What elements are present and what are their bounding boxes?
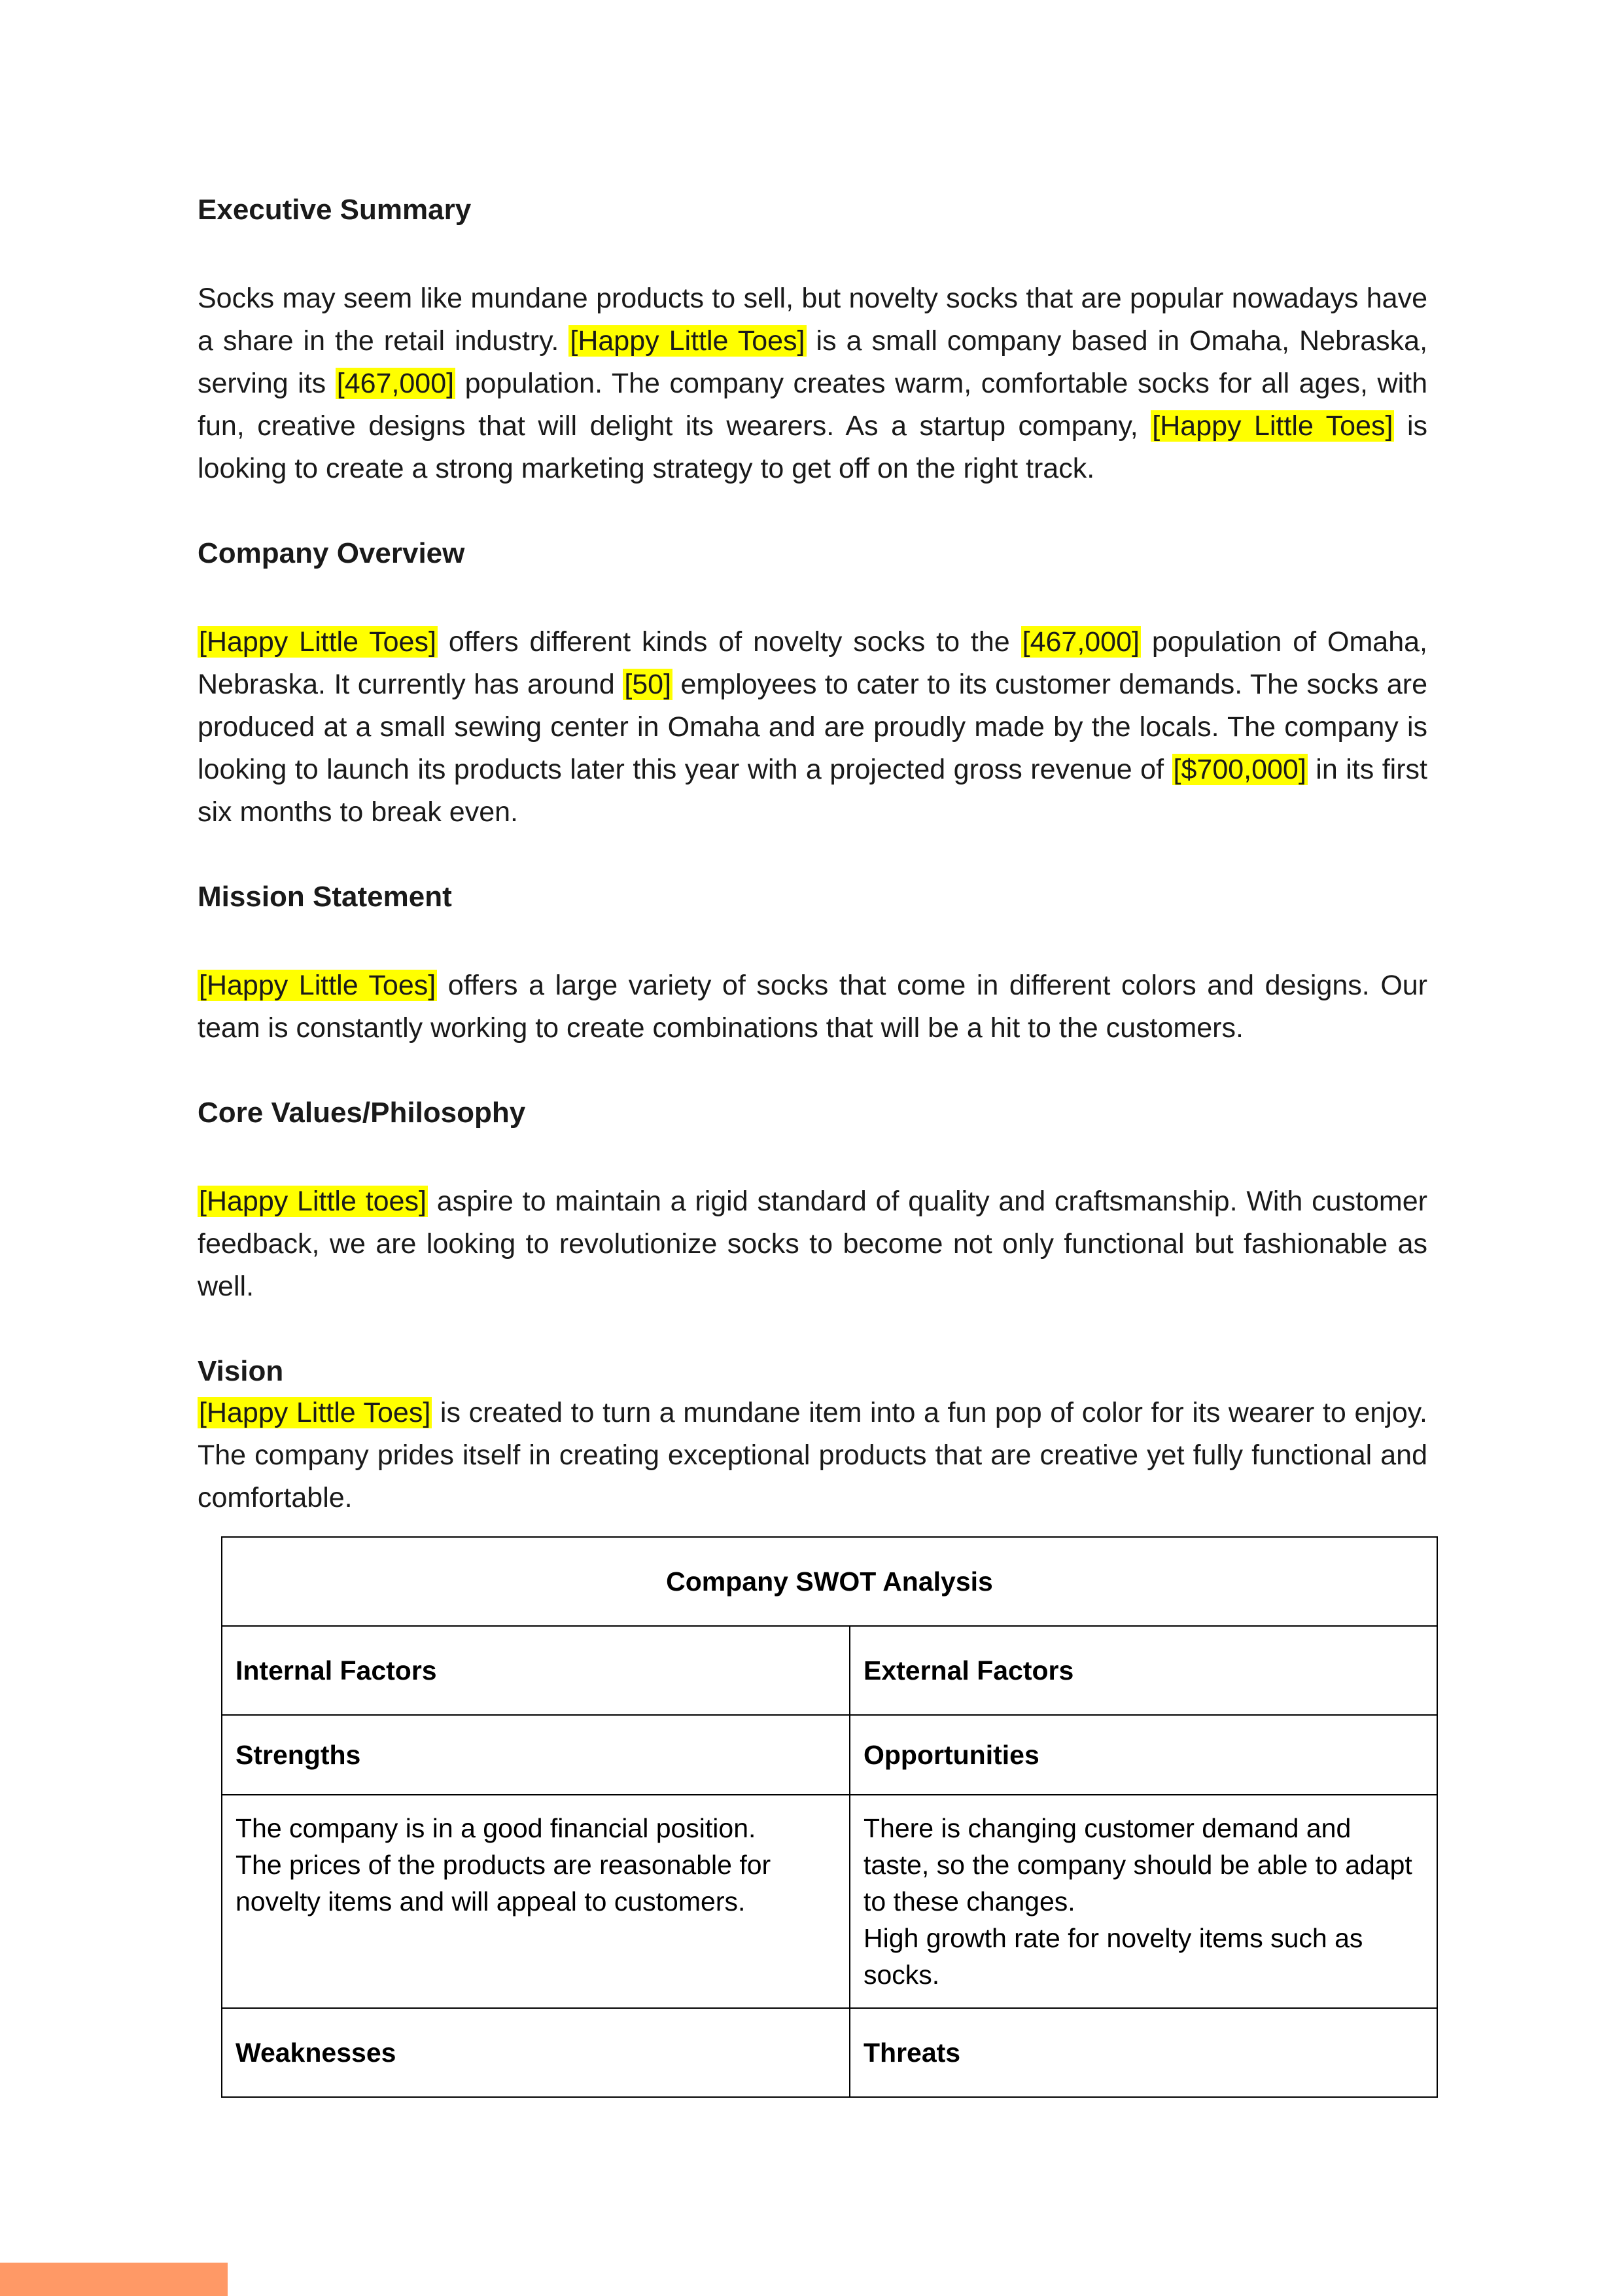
- text-run: is looking to create a strong marketing strategy to get off on the right track.: [198, 410, 1428, 484]
- table-row: [222, 1537, 1437, 1626]
- opportunities-header: Opportunities: [850, 1715, 1437, 1795]
- placeholder-company-name: [Happy Little Toes]: [199, 970, 436, 1001]
- text-run: is a small company based in Omaha, Nebraska, serving its: [198, 325, 1428, 399]
- internal-factors-header: Internal Factors: [222, 1626, 850, 1715]
- mission-statement-text: [198, 964, 1427, 1050]
- strengths-content: [222, 1795, 850, 2008]
- text-run: population of Omaha, Nebraska. It currently has around: [198, 626, 1427, 700]
- text-run: Socks may seem like mundane products to sell, but novelty socks that are popular nowadays have a share in the retail industry.: [198, 283, 1427, 357]
- text-run: population. The company creates warm, comfortable socks for all ages, with fun, creative designs that will delight its wearers. As a startup company,: [198, 368, 1427, 442]
- swot-title: Company SWOT Analysis: [222, 1537, 1437, 1626]
- swot-table: [221, 1536, 1438, 2098]
- external-factors-header: External Factors: [850, 1626, 1437, 1715]
- text-run: aspire to maintain a rigid standard of quality and craftsmanship. With customer feedback, we are looking to revolutionize socks to become not only functional but fashionable as well.: [198, 1186, 1427, 1302]
- opportunity-item: High growth rate for novelty items such as socks.: [864, 1923, 1363, 1990]
- executive-summary-text: [198, 277, 1427, 490]
- strength-item: The company is in a good financial position.: [236, 1813, 756, 1843]
- opportunities-content: [850, 1795, 1437, 2008]
- strengths-header: Strengths: [222, 1715, 850, 1795]
- mission-statement-heading: Mission Statement: [198, 881, 452, 913]
- placeholder-company-name: [Happy Little Toes]: [199, 1397, 431, 1428]
- table-row: [222, 1795, 1437, 2008]
- table-row: [222, 1715, 1437, 1795]
- text-run: in its first six months to break even.: [198, 754, 1428, 828]
- table-row: [222, 1626, 1437, 1715]
- strength-item: The prices of the products are reasonable for novelty items and will appeal to customers.: [236, 1850, 771, 1916]
- text-run: offers a large variety of socks that come in different colors and designs. Our team is constantly working to create combinations that will be a hit to the customers.: [198, 970, 1427, 1044]
- opportunity-item: There is changing customer demand and taste, so the company should be able to adapt to these changes.: [864, 1813, 1412, 1916]
- vision-text: [198, 1392, 1427, 1519]
- executive-summary-heading: Executive Summary: [198, 194, 472, 226]
- footer-accent-bar: [0, 2263, 228, 2296]
- table-row: [222, 2008, 1437, 2097]
- placeholder-company-name: [Happy Little toes]: [199, 1186, 427, 1217]
- document-body: [198, 190, 1427, 1519]
- text-run: employees to cater to its customer demands. The socks are produced at a small sewing center in Omaha and are proudly made by the locals. The company is looking to launch its products later this year with a projected gross revenue of: [198, 669, 1428, 785]
- core-values-text: [198, 1180, 1427, 1308]
- placeholder-company-name: [Happy Little Toes]: [570, 325, 805, 357]
- placeholder-company-name: [Happy Little Toes]: [1152, 410, 1393, 442]
- text-run: offers different kinds of novelty socks to the: [437, 626, 1021, 658]
- placeholder-company-name: [Happy Little Toes]: [199, 626, 436, 658]
- vision-heading: Vision: [198, 1355, 284, 1387]
- company-overview-text: [198, 621, 1427, 834]
- placeholder-revenue: [$700,000]: [1173, 754, 1306, 785]
- placeholder-population: [467,000]: [336, 368, 455, 399]
- company-overview-heading: Company Overview: [198, 537, 465, 569]
- text-run: is created to turn a mundane item into a fun pop of color for its wearer to enjoy. The company prides itself in creating exceptional products that are creative yet fully functional and comfortable.: [198, 1397, 1427, 1513]
- core-values-heading: Core Values/Philosophy: [198, 1097, 526, 1129]
- placeholder-population: [467,000]: [1022, 626, 1140, 658]
- threats-header: Threats: [850, 2008, 1437, 2097]
- placeholder-employee-count: [50]: [624, 669, 672, 700]
- weaknesses-header: Weaknesses: [222, 2008, 850, 2097]
